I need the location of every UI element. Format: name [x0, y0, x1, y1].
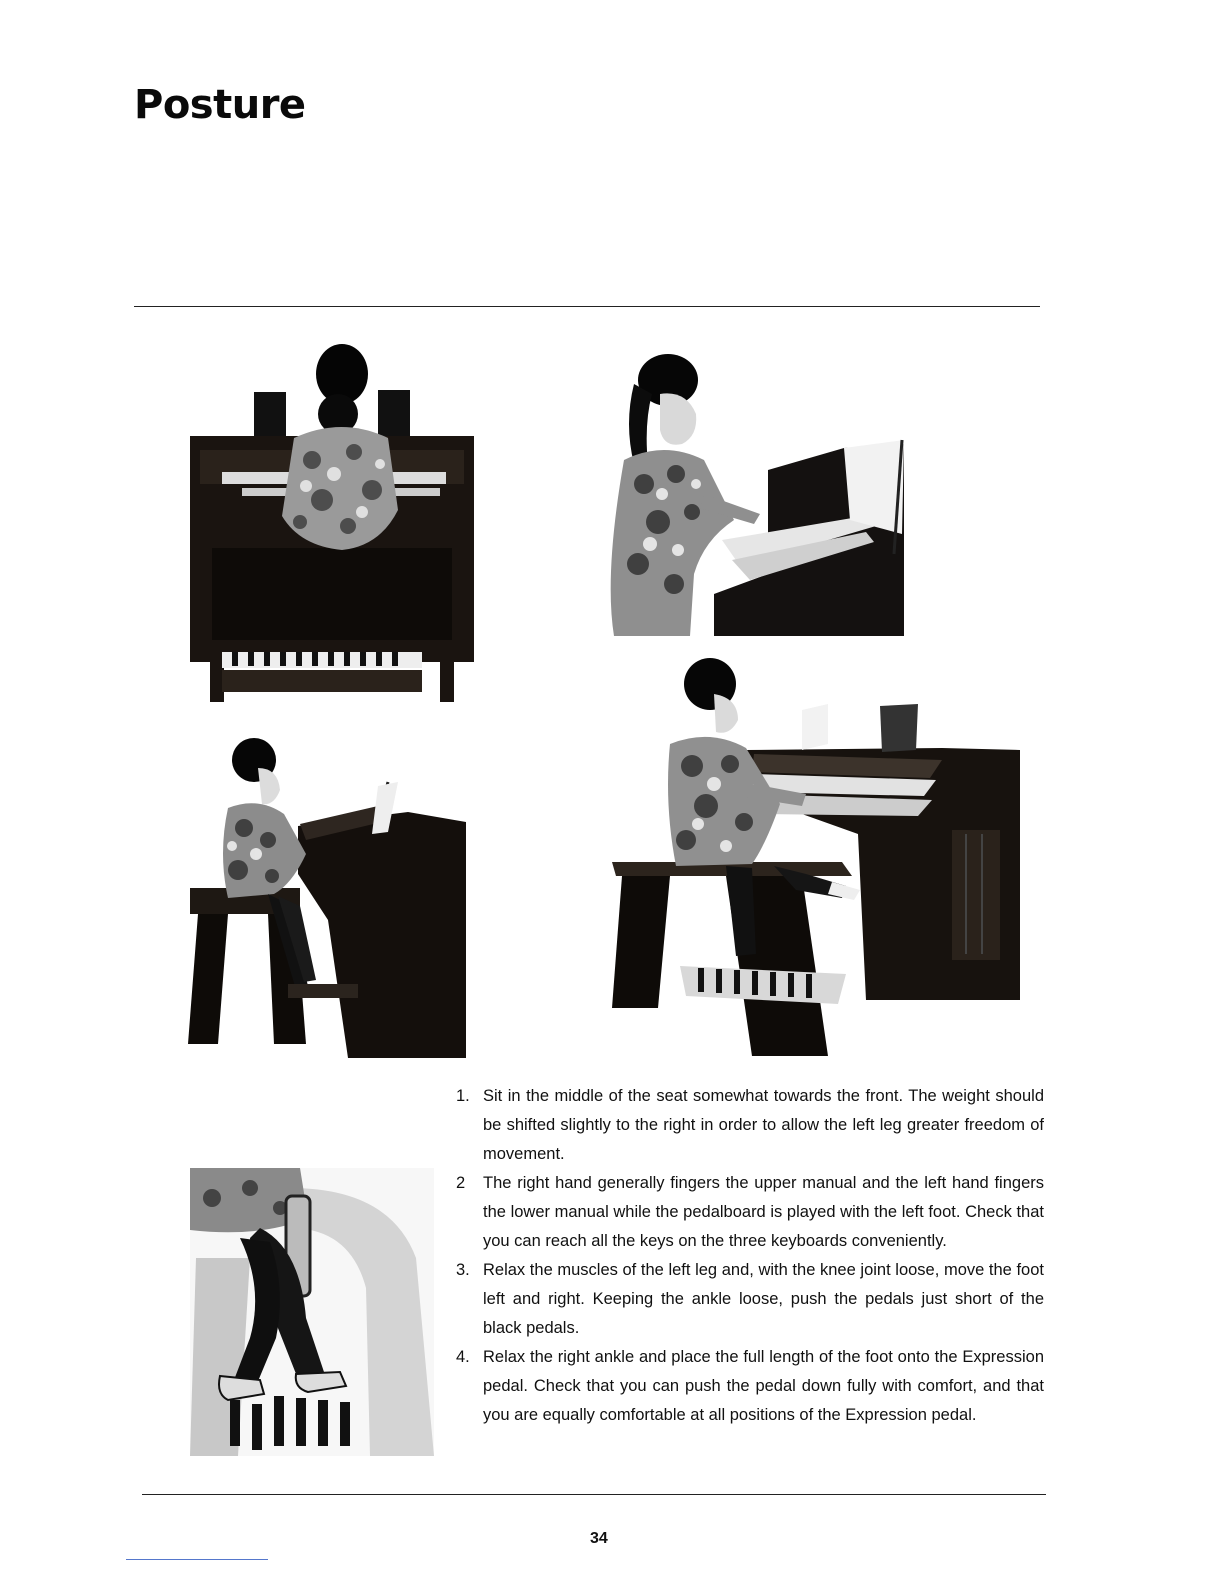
instruction-item — [452, 1082, 1044, 1169]
instruction-text: Relax the muscles of the left leg and, with the knee joint loose, move the foot left and right. Keeping the ankle loose, push the pedals just short of the black pedals. — [483, 1261, 1044, 1337]
instruction-text: The right hand generally fingers the upper manual and the left hand fingers the lower manual while the pedalboard is played with the left foot. Check that you can reach all the keys on the three keyboards conveniently. — [483, 1174, 1044, 1250]
instruction-number: 2 — [456, 1174, 466, 1192]
instruction-text: Sit in the middle of the seat somewhat towards the front. The weight should be shifted slightly to the right in order to allow the left leg greater freedom of movement. — [483, 1087, 1044, 1163]
organist-right-side-view-photo — [604, 344, 910, 640]
instruction-number: 3. — [456, 1261, 470, 1279]
instruction-item — [452, 1343, 1044, 1430]
instruction-number: 4. — [456, 1348, 470, 1366]
feet-on-pedalboard-photo — [190, 1168, 434, 1456]
page-number: 34 — [590, 1530, 608, 1547]
top-divider — [134, 306, 1040, 307]
instruction-item — [452, 1169, 1044, 1256]
organist-front-view-photo — [182, 340, 482, 708]
page-title: Posture — [134, 82, 306, 128]
instruction-text: Relax the right ankle and place the full length of the foot onto the Expression pedal. Check that you can push the pedal down fully with comfort, and that you are equally comfortable at all positions of the Expression pedal. — [483, 1348, 1044, 1424]
instruction-item — [452, 1256, 1044, 1343]
posture-instructions — [452, 1082, 1044, 1430]
bottom-divider — [142, 1494, 1046, 1495]
organist-three-quarter-view-photo — [606, 654, 1032, 1060]
instruction-number: 1. — [456, 1087, 470, 1105]
footer-line — [126, 1559, 268, 1560]
organist-left-side-view-photo — [188, 734, 470, 1058]
